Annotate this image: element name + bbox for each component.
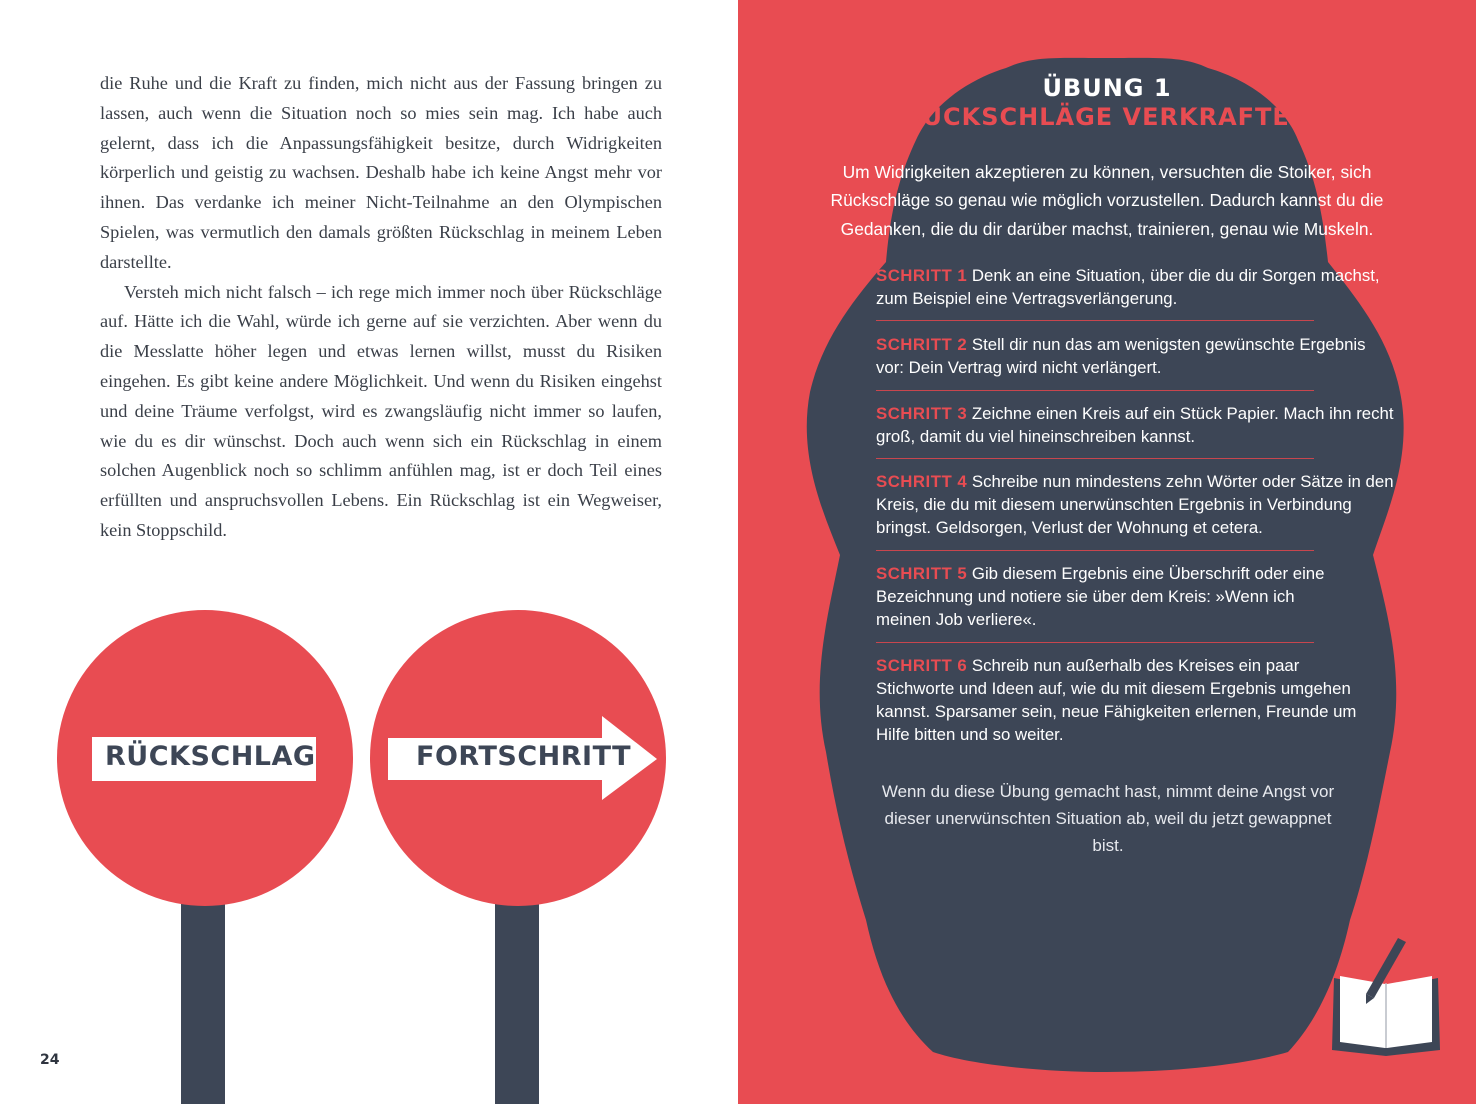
step-4 <box>876 470 1406 539</box>
open-book-icon <box>1330 932 1450 1062</box>
page-number: 24 <box>40 1052 60 1068</box>
step-text: Gib diesem Ergebnis eine Überschrift oder eine Bezeichnung und notiere sie über dem Kreis: »Wenn ich meinen Job verliere«. <box>876 564 1325 629</box>
sign-post-left <box>181 895 225 1104</box>
exercise-intro: Um Widrigkeiten akzeptieren zu können, versuchten die Stoiker, sich Rückschläge so genau wie möglich vorzustellen. Dadurch kannst du die Gedanken, die du dir darüber machst, trainieren, genau wie Muskeln. <box>830 162 1384 239</box>
step-text: Stell dir nun das am wenigsten gewünschte Ergebnis vor: Dein Vertrag wird nicht verlängert. <box>876 335 1366 377</box>
sign-right-label: FORTSCHRITT <box>416 741 632 772</box>
step-divider <box>876 642 1314 643</box>
step-2 <box>876 333 1396 379</box>
sign-post-right <box>495 895 539 1104</box>
step-3 <box>876 402 1396 448</box>
step-text: Schreibe nun mindestens zehn Wörter oder Sätze in den Kreis, die du mit diesem unerwünschten Ergebnis in Verbindung bringst. Geldsorgen, Verlust der Wohnung et cetera. <box>876 472 1394 537</box>
exercise-title: ÜBUNG 1 <box>1042 74 1172 102</box>
right-page <box>738 0 1476 1104</box>
step-label: SCHRITT 5 <box>876 564 968 583</box>
step-divider <box>876 320 1314 321</box>
step-divider <box>876 458 1314 459</box>
step-divider <box>876 550 1314 551</box>
paragraph-1: die Ruhe und die Kraft zu finden, mich nicht aus der Fassung bringen zu lassen, auch wenn die Situation noch so mies sein mag. Ich habe auch gelernt, dass ich die Anpassungsfähigkeit besitze, durch Widrigkeiten körperlich und geistig zu wachsen. Deshalb habe ich keine Angst mehr vor ihnen. Das verdanke ich meiner Nicht-Teilnahme an den Olympischen Spielen, was vermutlich den damals größten Rückschlag in meinem Leben darstellte. <box>100 73 662 272</box>
step-label: SCHRITT 4 <box>876 472 968 491</box>
step-label: SCHRITT 6 <box>876 656 968 675</box>
step-text: Denk an eine Situation, über die du dir Sorgen machst, zum Beispiel eine Vertragsverlängerung. <box>876 266 1380 308</box>
step-5 <box>876 562 1336 631</box>
step-divider <box>876 390 1314 391</box>
step-label: SCHRITT 3 <box>876 404 968 423</box>
step-6 <box>876 654 1381 746</box>
exercise-outro: Wenn du diese Übung gemacht hast, nimmt deine Angst vor dieser unerwünschten Situation ab, weil du jetzt gewappnet bist. <box>881 782 1335 855</box>
step-1 <box>876 264 1396 310</box>
step-label: SCHRITT 1 <box>876 266 968 285</box>
body-text <box>100 69 662 546</box>
step-text: Zeichne einen Kreis auf ein Stück Papier. Mach ihn recht groß, damit du viel hineinschreiben kannst. <box>876 404 1394 446</box>
step-label: SCHRITT 2 <box>876 335 968 354</box>
step-text: Schreib nun außerhalb des Kreises ein paar Stichworte und Ideen auf, wie du mit diesem Ergebnis umgehen kannst. Sparsamer sein, neue Fähigkeiten erlernen, Freunde um Hilfe bitten und so weiter. <box>876 656 1357 744</box>
exercise-subtitle: RÜCKSCHLÄGE VERKRAFTEN <box>903 103 1311 131</box>
road-signs-illustration <box>0 600 738 1104</box>
sign-left-label: RÜCKSCHLAG <box>105 741 316 772</box>
paragraph-2: Versteh mich nicht falsch – ich rege mich immer noch über Rückschläge auf. Hätte ich die Wahl, würde ich gerne auf sie verzichten. Aber wenn du die Messlatte höher legen und etwas lernen willst, musst du Risiken eingehen. Es gibt keine andere Möglichkeit. Und wenn du Risiken eingehst und deine Träume verfolgst, wird es zwangsläufig nicht immer so laufen, wie du es dir wünschst. Doch auch wenn sich ein Rückschlag in einem solchen Augenblick noch so schlimm anfühlen mag, ist er doch Teil eines erfüllten und anspruchsvollen Lebens. Ein Rückschlag ist ein Wegweiser, kein Stoppschild. <box>100 281 662 540</box>
